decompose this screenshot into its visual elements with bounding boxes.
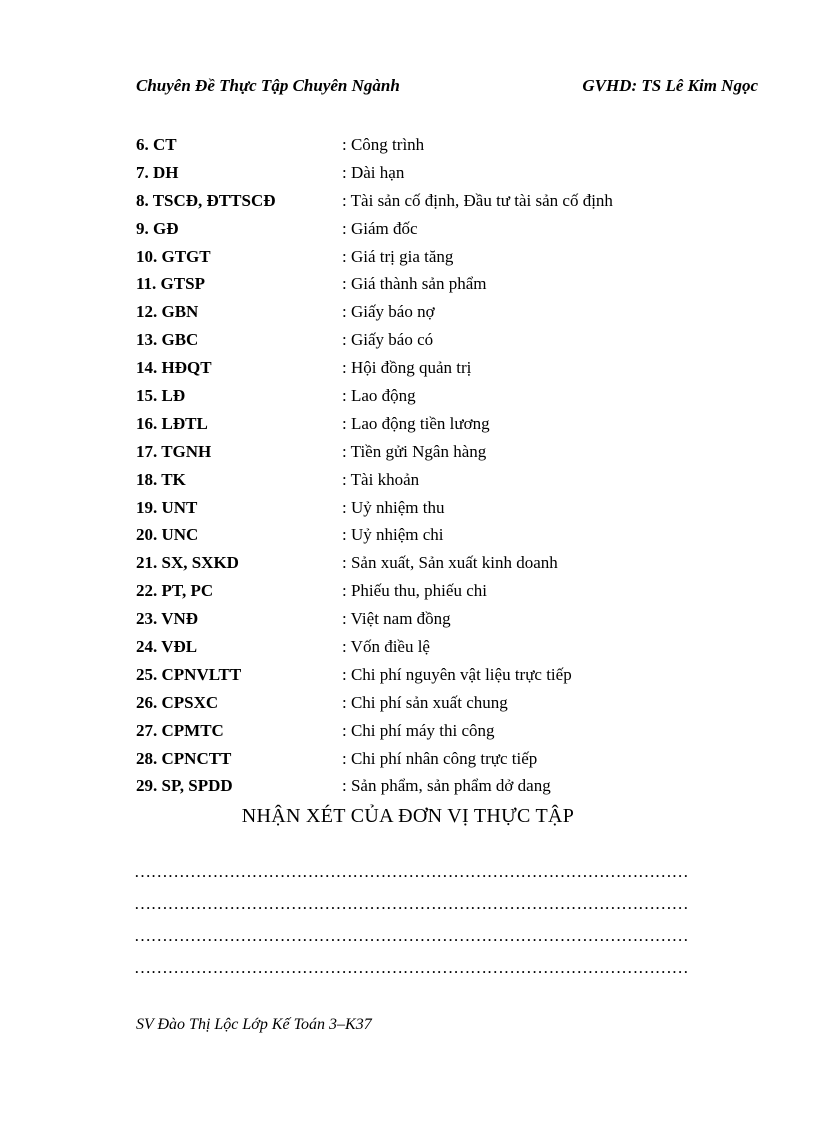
abbreviation-code: 10. GTGT — [136, 246, 211, 266]
abbreviation-meaning: : Tài sản cố định, Đầu tư tài sản cố định — [342, 190, 613, 210]
abbreviation-code: 14. HĐQT — [136, 358, 212, 378]
abbreviation-meaning: : Giám đốc — [342, 218, 418, 238]
abbreviation-meaning: : Giấy báo nợ — [342, 302, 435, 322]
abbreviation-meaning: : Chi phí nhân công trực tiếp — [342, 748, 538, 768]
abbreviation-meaning: : Uỷ nhiệm thu — [342, 497, 445, 517]
abbreviation-code: 25. CPNVLTT — [136, 664, 242, 684]
abbreviation-meaning: : Tiền gửi Ngân hàng — [342, 441, 487, 461]
abbreviation-meaning: : Chi phí nguyên vật liệu trực tiếp — [342, 664, 572, 684]
abbreviation-code: 19. UNT — [136, 497, 198, 517]
abbreviation-code: 8. TSCĐ, ĐTTSCĐ — [136, 190, 276, 210]
abbreviation-meaning: : Công trình — [342, 135, 425, 154]
abbreviation-code: 20. UNC — [136, 525, 199, 545]
abbreviation-meaning: : Hội đồng quản trị — [342, 358, 472, 378]
abbreviation-meaning: : Chi phí máy thi công — [342, 720, 495, 740]
abbreviation-code: 9. GĐ — [136, 218, 179, 238]
page-header — [136, 76, 758, 100]
abbreviation-meaning: : Sản xuất, Sản xuất kinh doanh — [342, 553, 558, 573]
abbreviation-meaning: : Chi phí sản xuất chung — [342, 692, 508, 712]
abbreviation-meaning: : Việt nam đồng — [342, 609, 451, 629]
abbreviation-meaning: : Uỷ nhiệm chi — [342, 525, 444, 545]
abbreviation-code: 24. VĐL — [136, 637, 198, 657]
abbreviation-meaning: : Giá thành sản phẩm — [342, 274, 487, 294]
abbreviation-code: 29. SP, SPDD — [136, 776, 233, 796]
abbreviation-code: 6. CT — [136, 135, 177, 154]
abbreviation-meaning: : Phiếu thu, phiếu chi — [342, 581, 487, 601]
abbreviation-code: 26. CPSXC — [136, 692, 219, 712]
abbreviation-meaning: : Tài khoản — [342, 469, 420, 489]
dotted-line: ……………………………………………………………………………………… — [134, 958, 689, 977]
dotted-line: ……………………………………………………………………………………… — [134, 862, 689, 881]
abbreviation-code: 11. GTSP — [136, 274, 205, 294]
abbreviation-meaning: : Dài hạn — [342, 162, 405, 182]
abbreviation-code: 15. LĐ — [136, 386, 186, 406]
abbreviation-code: 23. VNĐ — [136, 609, 199, 629]
header-report-title: Chuyên Đề Thực Tập Chuyên Ngành — [136, 76, 400, 95]
abbreviation-meaning: : Sản phẩm, sản phẩm dở dang — [342, 776, 551, 796]
abbreviation-code: 21. SX, SXKD — [136, 553, 239, 573]
abbreviation-meaning: : Giấy báo có — [342, 330, 434, 350]
abbreviation-code: 13. GBC — [136, 330, 199, 350]
abbreviation-code: 27. CPMTC — [136, 720, 224, 740]
abbreviation-meaning: : Lao động tiền lương — [342, 413, 490, 433]
abbreviation-code: 7. DH — [136, 162, 179, 182]
dotted-line: ……………………………………………………………………………………… — [134, 894, 689, 913]
abbreviation-code: 17. TGNH — [136, 441, 212, 461]
abbreviation-meaning: : Giá trị gia tăng — [342, 246, 454, 266]
abbreviation-code: 28. CPNCTT — [136, 748, 232, 768]
dotted-line: ……………………………………………………………………………………… — [134, 926, 689, 945]
abbreviation-code: 18. TK — [136, 469, 186, 489]
section-title: NHẬN XÉT CỦA ĐƠN VỊ THỰC TẬP — [241, 805, 575, 827]
abbreviation-code: 12. GBN — [136, 302, 199, 322]
header-supervisor: GVHD: TS Lê Kim Ngọc — [582, 76, 758, 95]
abbreviation-code: 16. LĐTL — [136, 413, 208, 433]
page-footer: SV Đào Thị Lộc Lớp Kế Toán 3–K37 — [136, 1016, 372, 1033]
abbreviation-meaning: : Vốn điều lệ — [342, 637, 430, 657]
abbreviation-code: 22. PT, PC — [136, 581, 214, 601]
abbreviation-meaning: : Lao động — [342, 386, 416, 406]
